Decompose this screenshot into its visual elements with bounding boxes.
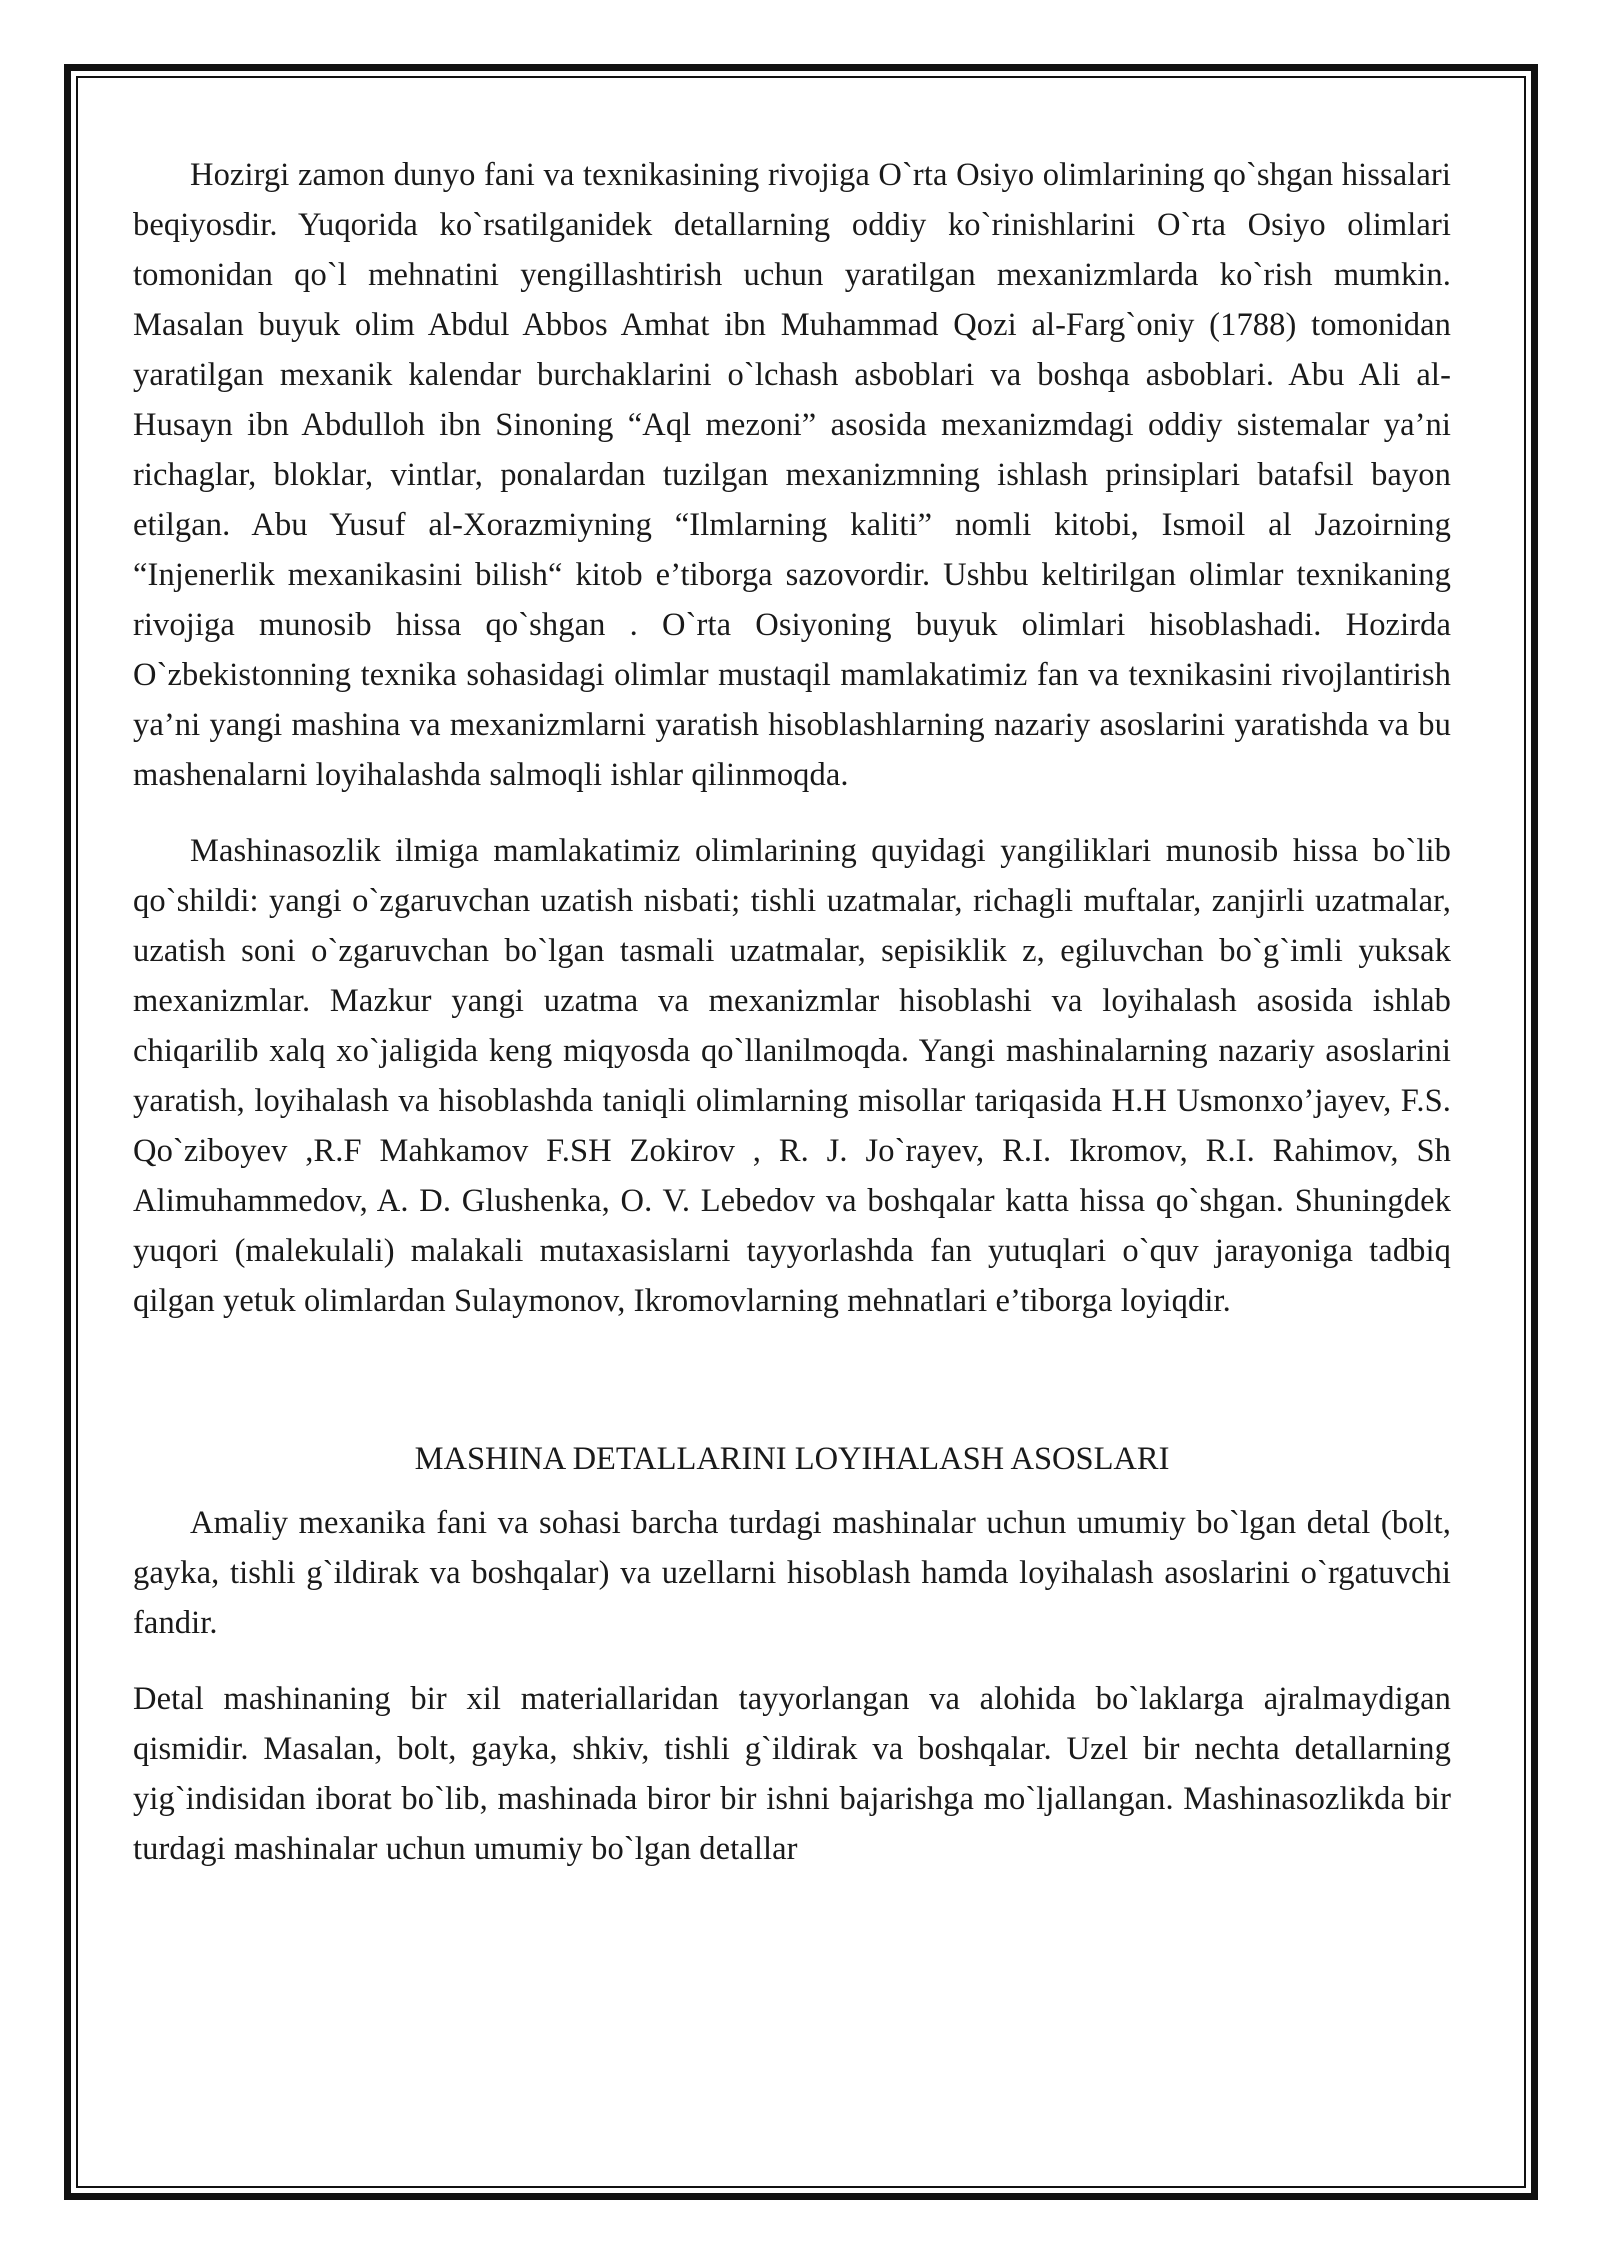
paragraph-intro: Hozirgi zamon dunyo fani va texnikasining rivojiga O`rta Osiyo olimlarining qo`shgan hissalari beqiyosdir. Yuqorida ko`rsatilganidek detallarning oddiy ko`rinishlarini O`rta Osiyo olimlari tomonidan qo`l mehnatini yengillashtirish uchun yaratilgan mexanizmlarda ko`rish mumkin. Masalan buyuk olim Abdul Abbos Amhat ibn Muhammad Qozi al-Farg`oniy (1788) tomonidan yaratilgan mexanik kalendar burchaklarini o`lchash asboblari va boshqa asboblari. Abu Ali al-Husayn ibn Abdulloh ibn Sinoning “Aql mezoni” asosida mexanizmdagi oddiy sistemalar ya’ni richaglar, bloklar, vintlar, ponalardan tuzilgan mexanizmning ishlash prinsiplari batafsil bayon etilgan. Abu Yusuf al-Xorazmiyning “Ilmlarning kaliti” nomli kitobi, Ismoil al Jazoirning “Injenerlik mexanikasini bilish“ kitob e’tiborga sazovordir. Ushbu keltirilgan olimlar texnikaning rivojiga munosib hissa qo`shgan . O`rta Osiyoning buyuk olimlari hisoblashadi. Hozirda O`zbekistonning texnika sohasidagi olimlar mustaqil mamlakatimiz fan va texnikasini rivojlantirish ya’ni yangi mashina va mexanizmlarni yaratish hisoblashlarning nazariy asoslarini yaratishda va bu mashenalarni loyihalashda salmoqli ishlar qilinmoqda. bbox=[133, 157, 1451, 793]
document-body bbox=[133, 150, 1451, 1874]
paragraph-definition: Amaliy mexanika fani va sohasi barcha turdagi mashinalar uchun umumiy bo`lgan detal (bolt, gayka, tishli g`ildirak va boshqalar) va uzellarni hisoblash hamda loyihalash asoslarini o`rgatuvchi fandir. bbox=[133, 1505, 1451, 1641]
section-heading: MASHINA DETALLARINI LOYIHALASH ASOSLARI bbox=[414, 1441, 1170, 1477]
paragraph-detail: Detal mashinaning bir xil materiallaridan tayyorlangan va alohida bo`laklarga ajralmaydigan qismidir. Masalan, bolt, gayka, shkiv, tishli g`ildirak va boshqalar. Uzel bir nechta detallarning yig`indisidan iborat bo`lib, mashinada biror bir ishni bajarishga mo`ljallangan. Mashinasozlikda bir turdagi mashinalar uchun umumiy bo`lgan detallar bbox=[133, 1681, 1451, 1867]
paragraph-contributions: Mashinasozlik ilmiga mamlakatimiz olimlarining quyidagi yangiliklari munosib hissa bo`lib qo`shildi: yangi o`zgaruvchan uzatish nisbati; tishli uzatmalar, richagli muftalar, zanjirli uzatmalar, uzatish soni o`zgaruvchan bo`lgan tasmali uzatmalar, sepisiklik z, egiluvchan bo`g`imli yuksak mexanizmlar. Mazkur yangi uzatma va mexanizmlar hisoblashi va loyihalash asosida ishlab chiqarilib xalq xo`jaligida keng miqyosda qo`llanilmoqda. Yangi mashinalarning nazariy asoslarini yaratish, loyihalash va hisoblashda taniqli olimlarning misollar tariqasida H.H Usmonxo’jayev, F.S. Qo`ziboyev ,R.F Mahkamov F.SH Zokirov , R. J. Jo`rayev, R.I. Ikromov, R.I. Rahimov, Sh Alimuhammedov, A. D. Glushenka, O. V. Lebedov va boshqalar katta hissa qo`shgan. Shuningdek yuqori (malekulali) malakali mutaxasislarni tayyorlashda fan yutuqlari o`quv jarayoniga tadbiq qilgan yetuk olimlardan Sulaymonov, Ikromovlarning mehnatlari e’tiborga loyiqdir. bbox=[133, 833, 1451, 1319]
